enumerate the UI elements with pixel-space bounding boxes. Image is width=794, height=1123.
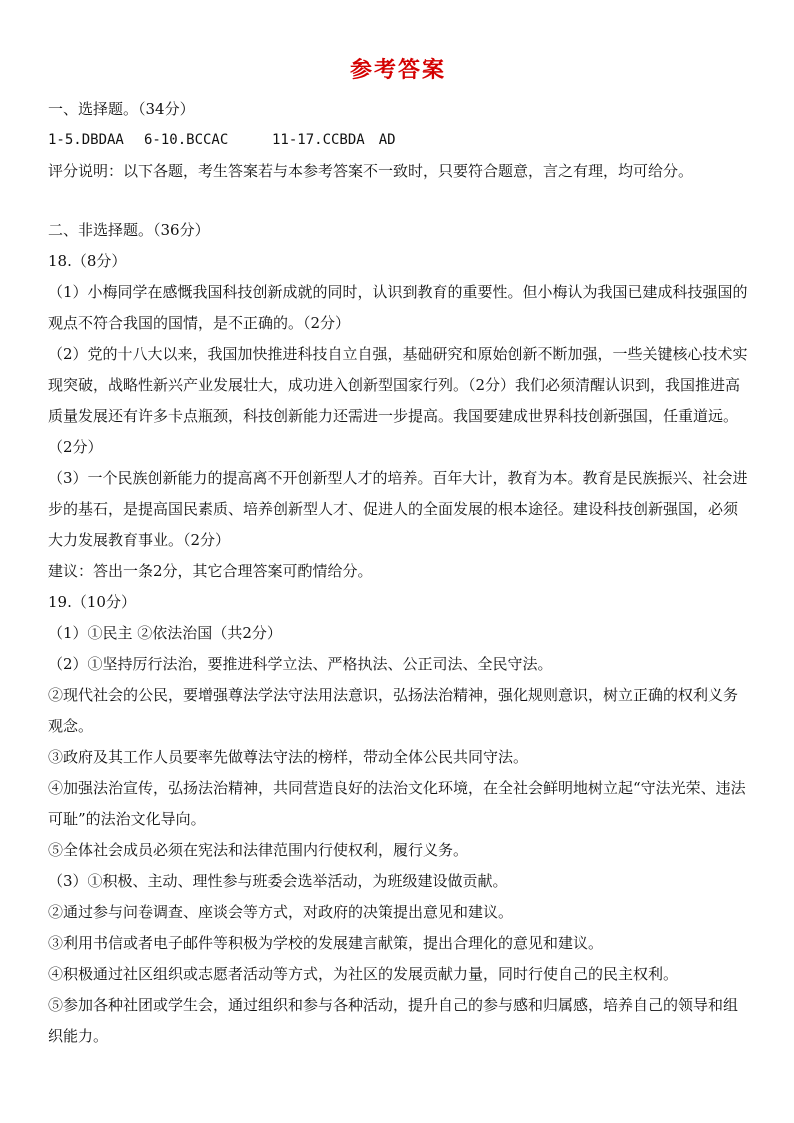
answer-group-11-17: 11-17.CCBDA AD [272, 132, 396, 148]
section2-heading: 二、非选择题。（36分） [48, 221, 210, 239]
q19-part1: （1）①民主 ②依法治国（共2分） [48, 624, 282, 642]
q19-part3-item3: ③利用书信或者电子邮件等积极为学校的发展建言献策，提出合理化的意见和建议。 [48, 934, 604, 952]
q19-part3-item4: ④积极通过社区组织或志愿者活动等方式，为社区的发展贡献力量，同时行使自己的民主权利。 [48, 965, 679, 983]
q19-part2-item3: ③政府及其工作人员要率先做尊法守法的榜样，带动全体公民共同守法。 [48, 748, 529, 766]
q18-part2: （2）党的十八大以来，我国加快推进科技自立自强，基础研究和原始创新不断加强，一些关键核心技术实现突破，战略性新兴产业发展壮大，成功进入创新型国家行列。（2分）我们必须清醒认识到，我国推进高质量发展还有许多卡点瓶颈，科技创新能力还需进一步提高。我国要建成世界科技创新强国，任重道远。（2分） [48, 345, 748, 456]
q19-part2-item1: （2）①坚持厉行法治，要推进科学立法、严格执法、公正司法、全民守法。 [48, 655, 553, 673]
section-divider-space [48, 187, 748, 215]
page-title: 参考答案 [349, 57, 446, 83]
q19-part3-item2: ②通过参与问卷调查、座谈会等方式，对政府的决策提出意见和建议。 [48, 903, 514, 921]
q19-label: 19.（10分） [48, 593, 136, 611]
q18-part1: （1）小梅同学在感慨我国科技创新成就的同时，认识到教育的重要性。但小梅认为我国已建成科技强国的观点不符合我国的国情，是不正确的。（2分） [48, 283, 748, 332]
q19-part3-item5: ⑤参加各种社团或学生会，通过组织和参与各种活动，提升自己的参与感和归属感，培养自己的领导和组织能力。 [48, 996, 739, 1045]
answer-group-6-10: 6-10.BCCAC [144, 132, 229, 148]
q19-part2-item2: ②现代社会的公民，要增强尊法学法守法用法意识，弘扬法治精神，强化规则意识，树立正确的权利义务观念。 [48, 686, 739, 735]
q18-suggestion: 建议：答出一条2分，其它合理答案可酌情给分。 [48, 562, 373, 580]
q19-part2-item5: ⑤全体社会成员必须在宪法和法律范围内行使权利，履行义务。 [48, 841, 469, 859]
q19-part2-item4: ④加强法治宣传，弘扬法治精神，共同营造良好的法治文化环境，在全社会鲜明地树立起“守法光荣、违法可耻”的法治文化导向。 [48, 779, 746, 828]
choice-answers [48, 125, 748, 156]
q19-part3-item1: （3）①积极、主动、理性参与班委会选举活动，为班级建设做贡献。 [48, 872, 508, 890]
q18-label: 18.（8分） [48, 252, 127, 270]
scoring-note: 评分说明：以下各题，考生答案若与本参考答案不一致时，只要符合题意，言之有理，均可给分。 [48, 162, 694, 180]
q18-part3: （3）一个民族创新能力的提高离不开创新型人才的培养。百年大计，教育为本。教育是民族振兴、社会进步的基石，是提高国民素质、培养创新型人才、促进人的全面发展的根本途径。建设科技创新强国，必须大力发展教育事业。（2分） [48, 469, 748, 549]
section1-heading: 一、选择题。（34分） [48, 100, 195, 118]
answer-group-1-5: 1-5.DBDAA [48, 132, 124, 148]
